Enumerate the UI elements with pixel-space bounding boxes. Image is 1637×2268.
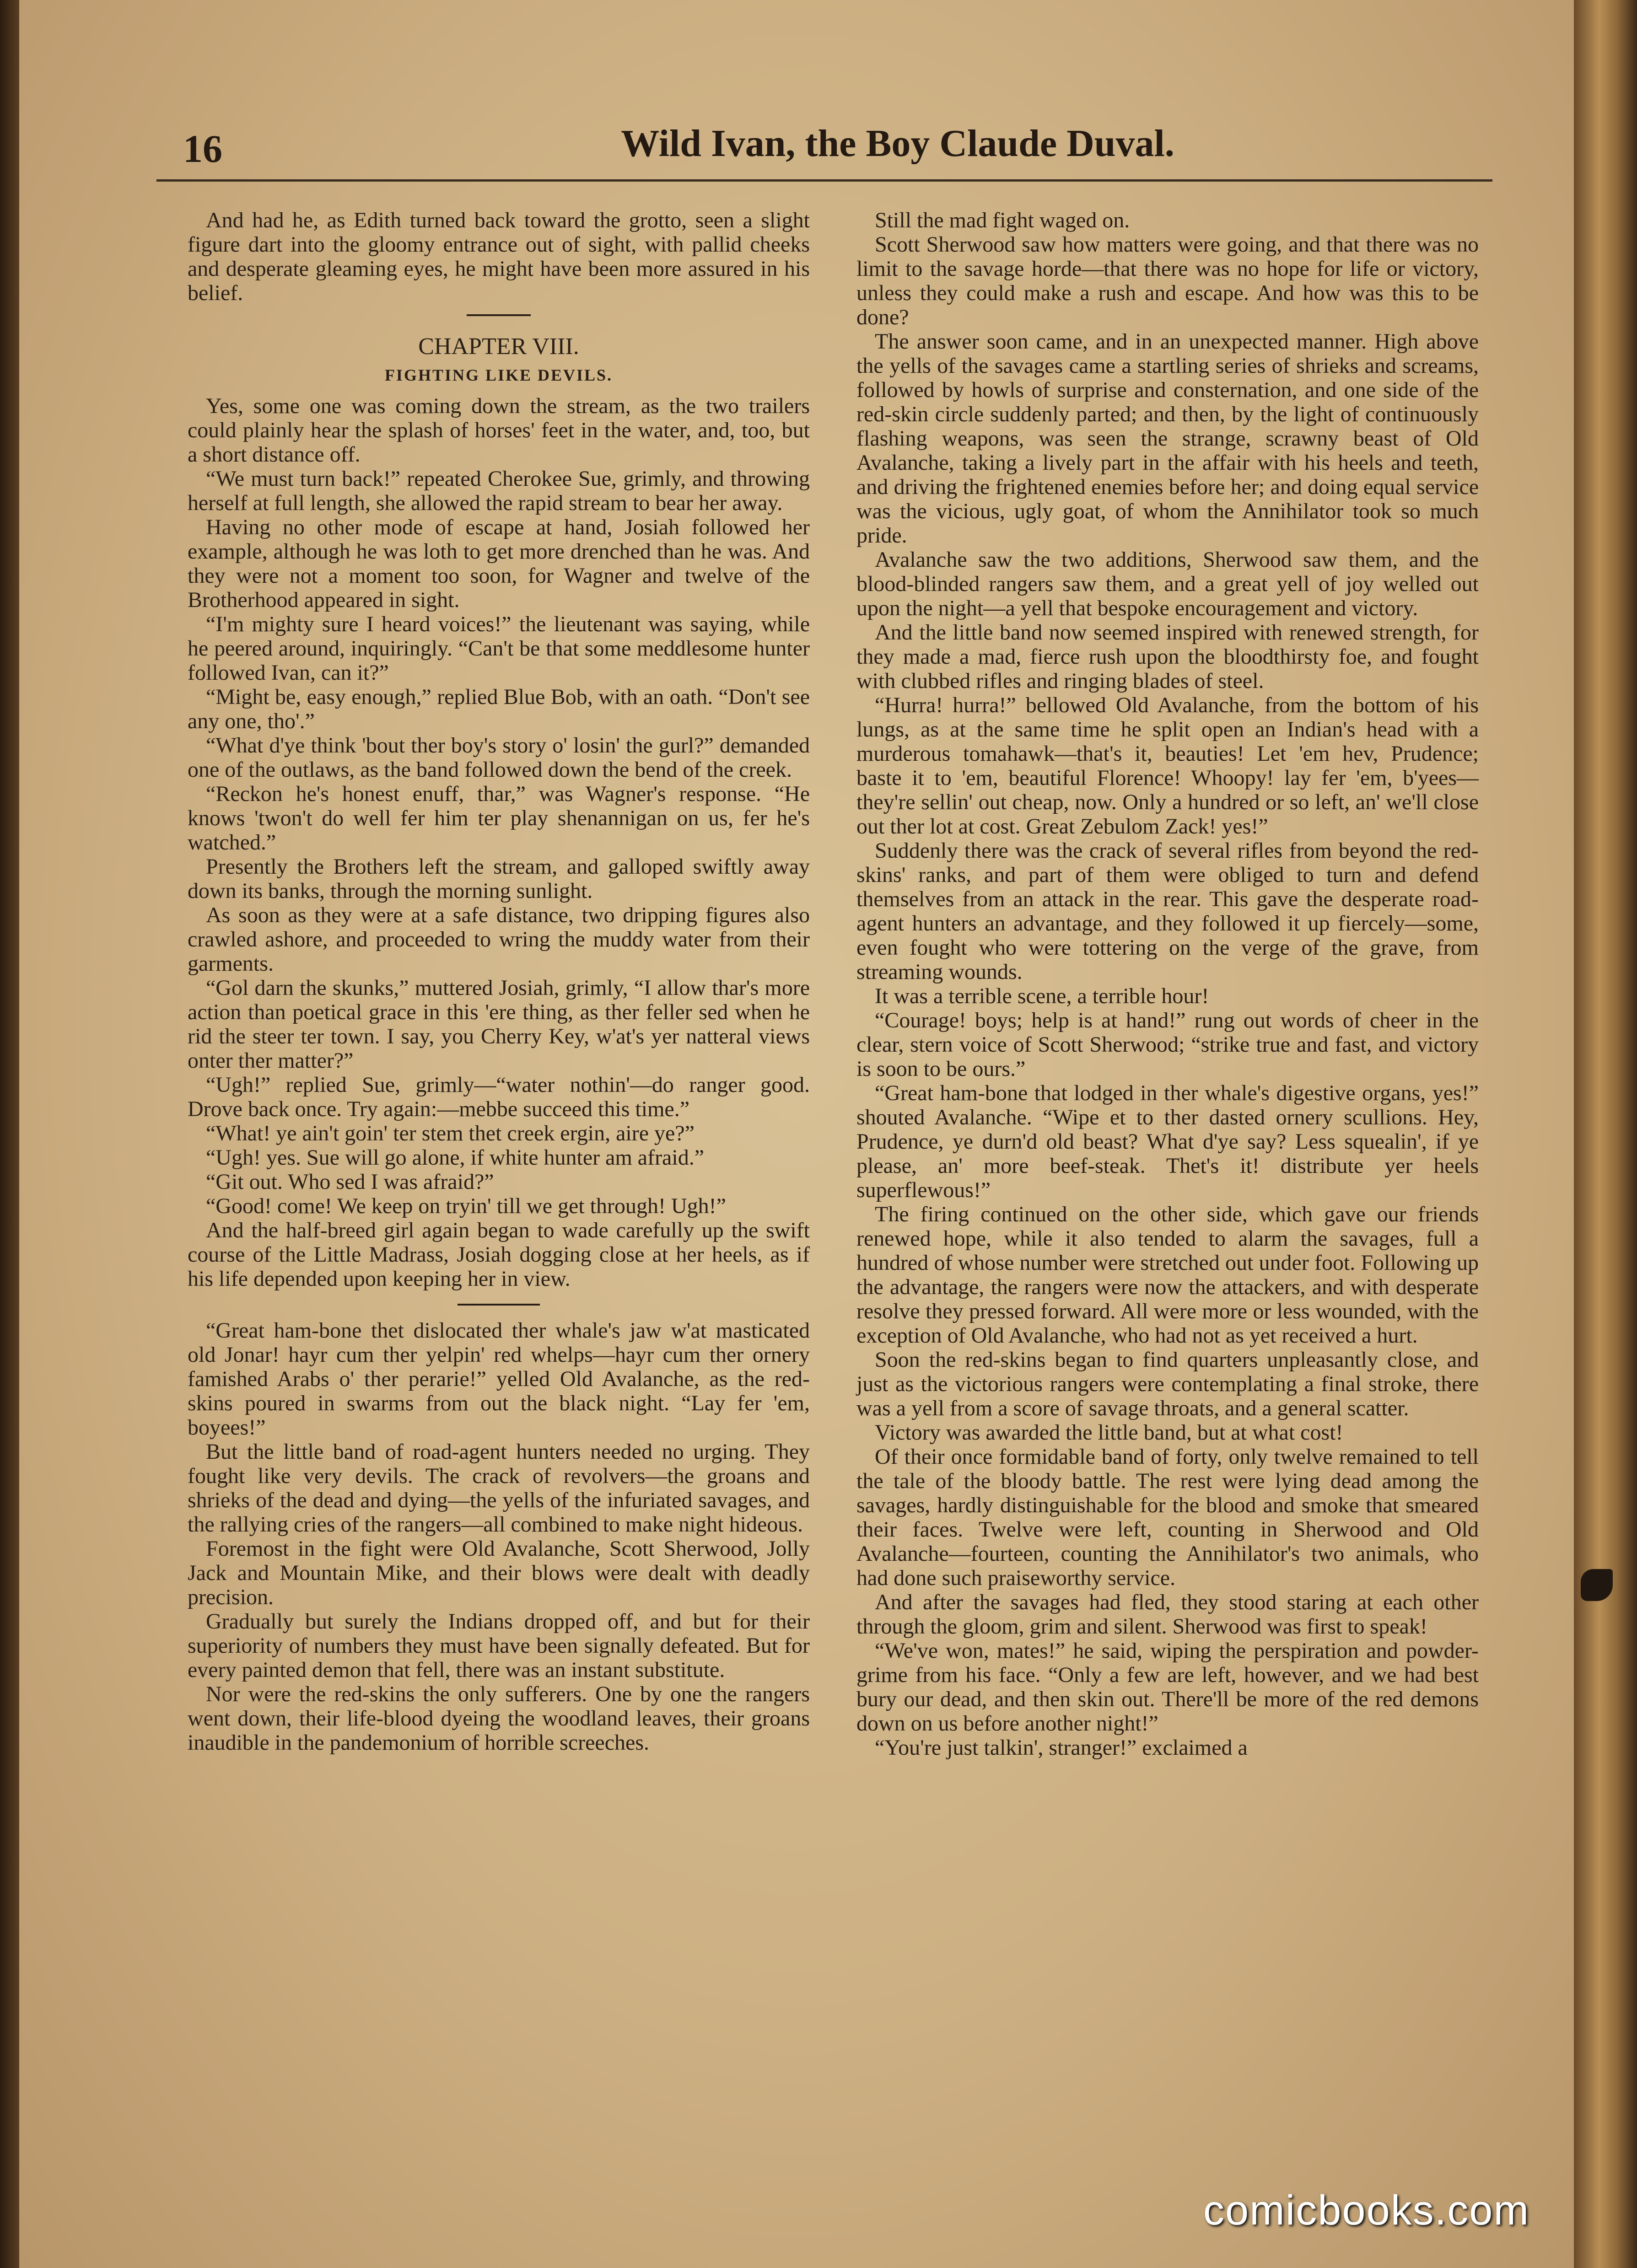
paragraph: Soon the red-skins began to find quarters unpleasantly close, and just as the victorious rangers were contemplating a final stroke, there was a yell from a score of savage throats, and a general scatter. [856, 1348, 1479, 1420]
paragraph: Of their once formidable band of forty, only twelve remained to tell the tale of the bloody battle. The rest were lying dead among the savages, hardly distinguishable for the blood and smoke that smeared their faces. Twelve were left, counting in Sherwood and Old Avalanche—fourteen, counting the Annihilator's two animals, who had done such praiseworthy service. [856, 1445, 1479, 1590]
paragraph: “Great ham-bone that lodged in ther whale's digestive organs, yes!” shouted Avalanche. “Wipe et to ther dasted ornery scullions. Hey, Prudence, ye durn'd old beast? What d'ye say? Less squealin', if ye please, an' more beef-steak. Thet's it! distribute yer heels superflewous!” [856, 1081, 1479, 1202]
right-column [856, 208, 1479, 1760]
paragraph: Gradually but surely the Indians dropped off, and but for their superiority of numbers they must have been signally defeated. But for every painted demon that fell, there was an instant substitute. [188, 1609, 810, 1682]
paragraph: Suddenly there was the crack of several rifles from beyond the red-skins' ranks, and part of them were obliged to turn and defend themselves from an attack in the rear. This gave the desperate road-agent hunters an advantage, and they followed it up fiercely—some, even fought who were tottering on the verge of the grave, from streaming wounds. [856, 838, 1479, 984]
paragraph: “Great ham-bone thet dislocated ther whale's jaw w'at masticated old Jonar! hayr cum ther yelpin' red whelps—hayr cum ther ornery famished Arabs o' ther perarie!” yelled Old Avalanche, as the red-skins poured in swarms from out the black night. “Lay fer 'em, boyees!” [188, 1318, 810, 1440]
paragraph: “What! ye ain't goin' ter stem thet creek ergin, aire ye?” [206, 1121, 695, 1145]
page-header [156, 121, 1492, 176]
left-column [188, 208, 810, 1755]
paragraph: “Courage! boys; help is at hand!” rung out words of cheer in the clear, stern voice of Scott Sherwood; “strike true and fast, and victory is soon to be ours.” [856, 1008, 1479, 1081]
header-rule [156, 179, 1492, 182]
paragraph: “We've won, mates!” he said, wiping the perspiration and powder-grime from his face. “Only a few are left, however, and we had best bury our dead, and then skin out. There'll be more of the red demons down on us before another night!” [856, 1639, 1479, 1736]
paragraph: Still the mad fight waged on. [875, 208, 1130, 232]
paragraph: “You're just talkin', stranger!” exclaimed a [875, 1736, 1248, 1760]
paragraph: As soon as they were at a safe distance, two dripping figures also crawled ashore, and proceeded to wring the muddy water from their garments. [188, 903, 810, 976]
intro-paragraph: And had he, as Edith turned back toward the grotto, seen a slight figure dart into the gloomy entrance out of sight, with pallid cheeks and desperate gleaming eyes, he might have been more assured in his belief. [188, 208, 810, 305]
paragraph: “Git out. Who sed I was afraid?” [206, 1170, 494, 1194]
paragraph: And after the savages had fled, they stood staring at each other through the gloom, grim and silent. Sherwood was first to speak! [856, 1590, 1479, 1639]
paragraph: Scott Sherwood saw how matters were going, and that there was no limit to the savage horde—that there was no hope for life or victory, unless they could make a rush and escape. And how was this to be done? [856, 232, 1479, 329]
paragraph: “Ugh!” replied Sue, grimly—“water nothin'—do ranger good. Drove back once. Try again:—mebbe succeed this time.” [188, 1073, 810, 1121]
paragraph: And the half-breed girl again began to wade carefully up the swift course of the Little Madrass, Josiah dogging close at her heels, as if his life depended upon keeping her in view. [188, 1218, 810, 1291]
page-sheet [19, 0, 1574, 2268]
section-rule [467, 314, 531, 316]
watermark: comicbooks.com [1203, 2187, 1530, 2234]
paragraph: Avalanche saw the two additions, Sherwood saw them, and the blood-blinded rangers saw them, and a great yell of joy welled out upon the night—a yell that bespoke encouragement and victory. [856, 548, 1479, 620]
paragraph: “Good! come! We keep on tryin' till we get through! Ugh!” [206, 1194, 726, 1218]
paragraph: “What d'ye think 'bout ther boy's story o' losin' the gurl?” demanded one of the outlaws, as the band followed down the bend of the creek. [188, 733, 810, 782]
paragraph: Yes, some one was coming down the stream, as the two trailers could plainly hear the splash of horses' feet in the water, and, too, but a short distance off. [188, 394, 810, 467]
paragraph: Foremost in the fight were Old Avalanche, Scott Sherwood, Jolly Jack and Mountain Mike, and their blows were dealt with deadly precision. [188, 1537, 810, 1609]
running-title: Wild Ivan, the Boy Claude Duval. [621, 122, 1174, 165]
paragraph: And the little band now seemed inspired with renewed strength, for they made a mad, fierce rush upon the bloodthirsty foe, and fought with clubbed rifles and ringing blades of steel. [856, 620, 1479, 693]
paragraph: “Ugh! yes. Sue will go alone, if white hunter am afraid.” [206, 1145, 704, 1170]
paragraph: It was a terrible scene, a terrible hour! [875, 984, 1209, 1008]
page-edge-left [0, 0, 19, 2268]
paragraph: Presently the Brothers left the stream, and galloped swiftly away down its banks, through the morning sunlight. [188, 855, 810, 903]
paragraph: Having no other mode of escape at hand, Josiah followed her example, although he was loth to get more drenched than he was. And they were not a moment too soon, for Wagner and twelve of the Brotherhood appeared in sight. [188, 515, 810, 612]
paragraph: Victory was awarded the little band, but at what cost! [875, 1420, 1343, 1445]
paragraph: “We must turn back!” repeated Cherokee Sue, grimly, and throwing herself at full length, she allowed the rapid stream to bear her away. [188, 467, 810, 515]
page-number: 16 [183, 127, 222, 171]
chapter-subtitle: FIGHTING LIKE DEVILS. [384, 366, 613, 384]
paragraph: “Might be, easy enough,” replied Blue Bob, with an oath. “Don't see any one, tho'.” [188, 685, 810, 733]
paragraph: But the little band of road-agent hunters needed no urging. They fought like very devils. The crack of revolvers—the groans and shrieks of the dead and dying—the yells of the infuriated savages, and the rallying cries of the rangers—all combined to make night hideous. [188, 1440, 810, 1537]
section-rule [458, 1304, 540, 1306]
chapter-title: CHAPTER VIII. [418, 333, 579, 360]
paragraph: The answer soon came, and in an unexpected manner. High above the yells of the savages came a startling series of shrieks and screams, followed by howls of surprise and consternation, and one side of the red-skin circle suddenly parted; and then, by the light of continuously flashing weapons, was seen the strange, scrawny beast of Old Avalanche, taking a lively part in the affair with his heels and teeth, and driving the frightened enemies before her; and doing equal service was the vicious, ugly goat, of whom the Annihilator took so much pride. [856, 329, 1479, 548]
binding-mark [1581, 1569, 1613, 1601]
page-edge-right [1574, 0, 1637, 2268]
paragraph: Nor were the red-skins the only sufferers. One by one the rangers went down, their life-blood dyeing the woodland leaves, their groans inaudible in the pandemonium of horrible screeches. [188, 1682, 810, 1755]
paragraph: “Reckon he's honest enuff, thar,” was Wagner's response. “He knows 'twon't do well fer him ter play shenannigan on us, fer he's watched.” [188, 782, 810, 855]
paragraph: “Hurra! hurra!” bellowed Old Avalanche, from the bottom of his lungs, as at the same time he split open an Indian's head with a murderous tomahawk—that's it, beauties! Let 'em hev, Prudence; baste it to 'em, beautiful Florence! Whoopy! lay fer 'em, b'yees—they're sellin' out cheap, now. Only a hundred or so left, an' we'll close out ther lot at cost. Great Zebulom Zack! yes!” [856, 693, 1479, 838]
paragraph: “Gol darn the skunks,” muttered Josiah, grimly, “I allow thar's more action than poetical grace in this 'ere thing, as ther feller sed when he rid the steer ter town. I say, you Cherry Key, w'at's yer natteral views onter ther matter?” [188, 976, 810, 1073]
paragraph: “I'm mighty sure I heard voices!” the lieutenant was saying, while he peered around, inquiringly. “Can't be that some meddlesome hunter followed Ivan, can it?” [188, 612, 810, 685]
paragraph: The firing continued on the other side, which gave our friends renewed hope, while it also tended to alarm the savages, full a hundred of whose number were stretched out under foot. Following up the advantage, the rangers were now the attackers, and with desperate resolve they pressed forward. All were more or less wounded, with the exception of Old Avalanche, who had not as yet received a hurt. [856, 1202, 1479, 1348]
